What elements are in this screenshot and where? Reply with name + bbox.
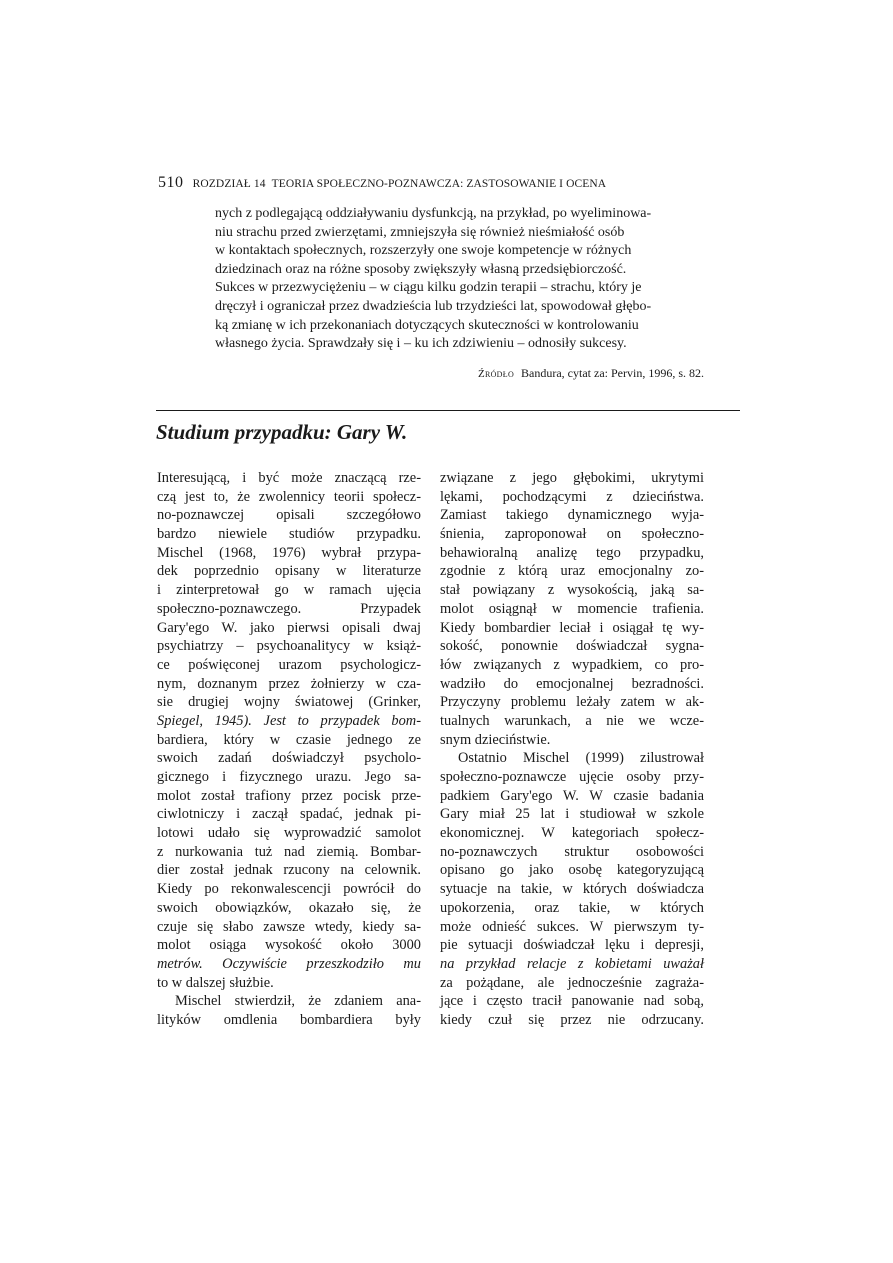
body-line: społeczno-poznawcze ujęcie osoby przy-	[440, 769, 704, 785]
quote-block	[215, 205, 712, 354]
body-line: padkiem Gary'ego W. W czasie badania	[440, 787, 704, 804]
body-line: czą jest to, że zwolennicy teorii społecz-	[157, 488, 421, 505]
body-line: no-poznawczych struktur osobowości	[440, 843, 704, 860]
body-line: Mischel (1968, 1976) wybrał przypa-	[157, 544, 421, 561]
body-line: molot został trafiony przez pocisk prze-	[157, 787, 421, 804]
quote-line: w kontaktach społecznych, rozszerzyły one swoje kompetencje w różnych	[215, 243, 632, 259]
body-line: Interesującą, i być może znaczącą rze-	[157, 470, 421, 486]
body-line: psychiatrzy – psychoanalitycy w książ-	[157, 638, 421, 655]
body-line: Ostatnio Mischel (1999) zilustrował	[458, 750, 704, 767]
quote-line: niu strachu przed zwierzętami, zmniejszyła się również nieśmiałość osób	[215, 224, 625, 240]
body-line: no-poznawczej opisali szczegółowo	[157, 507, 421, 524]
right-column	[440, 469, 704, 1030]
quote-line: ką zmianę w ich przekonaniach dotyczących skuteczności w kontrolowaniu	[215, 317, 639, 333]
body-line: Spiegel, 1945). Jest to przypadek bom-	[157, 712, 421, 729]
body-line: kiedy czuł się przez nie odrzucany.	[440, 1011, 704, 1028]
body-line: i zinterpretował go w ramach ujęcia	[157, 582, 421, 599]
left-column	[157, 469, 421, 1030]
body-line: swoich zadań doświadczył psycholo-	[157, 750, 421, 767]
body-line: Przyczyny problemu leżały zatem w ak-	[440, 694, 704, 711]
body-line: swoich obowiązków, okazało się, że	[157, 899, 421, 916]
body-line: Zamiast takiego dynamicznego wyja-	[440, 507, 704, 524]
body-line: lękami, pochodzącymi z dzieciństwa.	[440, 488, 704, 505]
page-number: 510	[158, 174, 184, 191]
section-title: Studium przypadku: Gary W.	[156, 420, 408, 444]
body-line: jące i często tracił panowanie nad sobą,	[440, 993, 704, 1010]
body-line: społeczno-poznawczego. Przypadek	[157, 600, 421, 617]
body-line: snym dzieciństwie.	[440, 731, 551, 748]
body-line: stał powiązany z wysokością, jaką sa-	[440, 582, 704, 599]
body-line: z nurkowania tuż nad ziemią. Bombar-	[157, 843, 421, 860]
chapter-label: ROZDZIAŁ 14	[192, 178, 266, 190]
body-line: wadziło do emocjonalnej bezradności.	[440, 675, 704, 692]
source-label: Źródło	[477, 368, 515, 380]
body-line: sytuacje na takie, w których doświadcza	[440, 881, 704, 898]
body-line: Kiedy po rekonwalescencji powrócił do	[157, 881, 421, 898]
body-line: za pożądane, ale jednocześnie zagraża-	[440, 974, 704, 991]
body-line: tualnych warunkach, a nie we wcze-	[440, 712, 704, 729]
body-line: upokorzenia, oraz takie, w których	[440, 899, 704, 916]
body-line: dek poprzednio opisany w literaturze	[157, 563, 421, 580]
body-line: dier został jednak rzucony na celownik.	[157, 862, 421, 879]
section-divider	[156, 410, 740, 411]
body-line: zgodnie z którą uraz emocjonalny zo-	[440, 563, 704, 580]
body-line: lotowi udało się wyprowadzić samolot	[157, 825, 421, 842]
body-line: ekonomicznej. W kategoriach społecz-	[440, 825, 704, 842]
body-line: ce poświęconej urazom psychologicz-	[157, 656, 421, 673]
body-line: bardiera, który w czasie jednego ze	[157, 731, 421, 748]
body-line: ciwlotniczy i zaczął spadać, jednak pi-	[157, 806, 421, 823]
body-line: na przykład relacje z kobietami uważał	[440, 955, 704, 972]
body-line: lityków omdlenia bombardiera były	[157, 1011, 421, 1028]
quote-line: dręczył i ograniczał przez dwadzieścia lub trzydzieści lat, spowodował głębo-	[215, 298, 652, 314]
source-citation: Bandura, cytat za: Pervin, 1996, s. 82.	[521, 366, 704, 380]
running-title	[193, 178, 607, 190]
body-line: metrów. Oczywiście przeszkodziło mu	[157, 955, 421, 972]
body-line: molot osiąga wysokość około 3000	[157, 937, 421, 954]
body-line: związane z jego głębokimi, ukrytymi	[440, 470, 704, 486]
body-line: pie sytuacji doświadczał lęku i depresji,	[440, 937, 704, 954]
body-line: sokość, ponownie doświadczał sygna-	[440, 638, 704, 655]
body-line: śnienia, zaproponował on społeczno-	[440, 526, 704, 543]
body-line: łów związanych z wypadkiem, co pro-	[440, 656, 704, 673]
quote-line: dziedzinach oraz na różne sposoby zwiększyły własną przedsiębiorczość.	[215, 261, 627, 277]
body-line: Mischel stwierdził, że zdaniem ana-	[175, 993, 421, 1010]
body-line: behawioralną analizę tego przypadku,	[440, 544, 704, 561]
quote-line: Sukces w przezwyciężeniu – w ciągu kilku godzin terapii – strachu, który je	[215, 280, 642, 296]
body-line: czuje się słabo zawsze wtedy, kiedy sa-	[157, 918, 421, 935]
body-line: molot osiągnął w momencie trafienia.	[440, 600, 704, 617]
quote-line: własnego życia. Sprawdzały się i – ku ich zdziwieniu – odnosiły sukcesy.	[215, 336, 627, 352]
quote-line: nych z podlegającą oddziaływaniu dysfunkcją, na przykład, po wyeliminowa-	[215, 206, 652, 221]
body-line: sie drugiej wojny światowej (Grinker,	[157, 694, 421, 711]
quote-source	[478, 366, 704, 381]
chapter-title: TEORIA SPOŁECZNO-POZNAWCZA: ZASTOSOWANIE I OCENA	[271, 178, 607, 190]
body-line: gicznego i fizycznego urazu. Jego sa-	[157, 769, 421, 785]
body-line: Kiedy bombardier leciał i osiągał tę wy-	[440, 619, 704, 636]
body-line: opisano go jako osobę kategoryzującą	[440, 862, 704, 879]
body-line: Gary'ego W. jako pierwsi opisali dwaj	[157, 619, 421, 636]
body-line: może odnieść sukces. W pierwszym ty-	[440, 918, 704, 935]
body-line: to w dalszej służbie.	[157, 974, 274, 991]
body-line: Gary miał 25 lat i studiował w szkole	[440, 806, 704, 823]
body-line: bardzo niewiele studiów przypadku.	[157, 526, 421, 543]
page-header	[158, 174, 778, 192]
body-line: nym, doznanym przez żołnierzy w cza-	[157, 675, 421, 692]
